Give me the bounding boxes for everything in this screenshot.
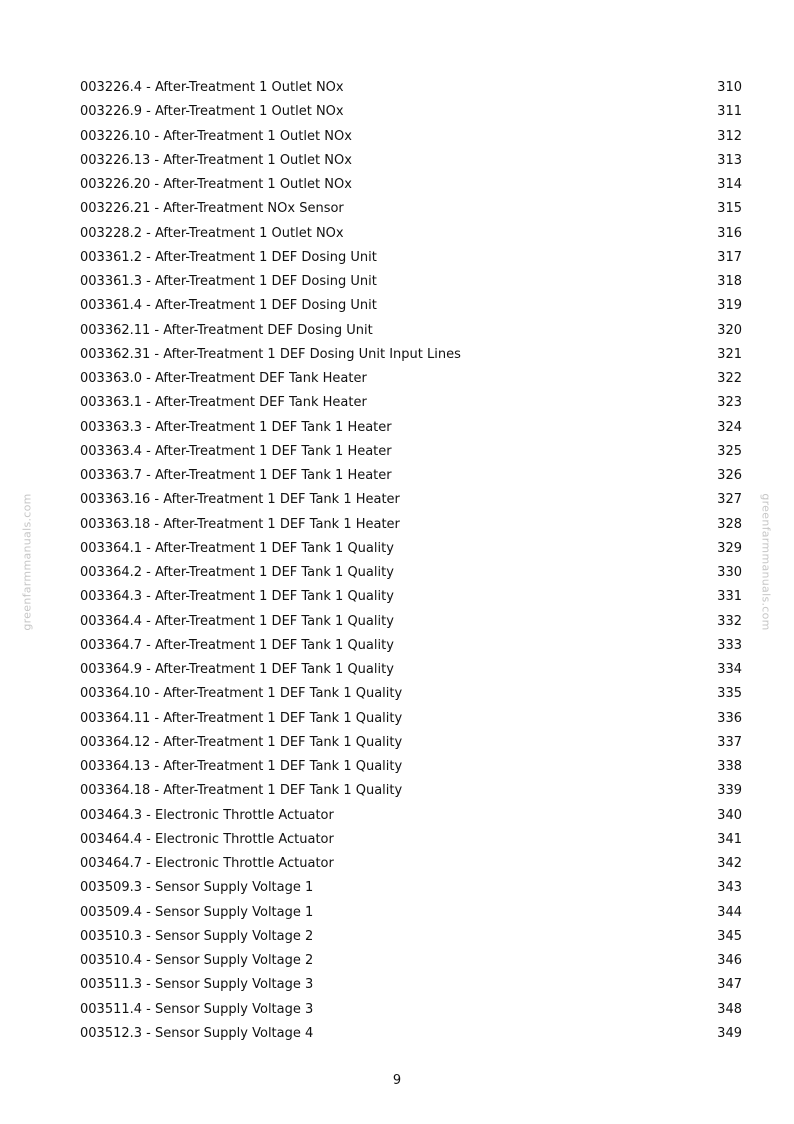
- toc-entry[interactable]: [80, 173, 742, 197]
- toc-entry[interactable]: [80, 634, 742, 658]
- toc-entry[interactable]: [80, 125, 742, 149]
- toc-entry-page: 313: [717, 152, 742, 168]
- toc-entry-title: 003361.3 - After-Treatment 1 DEF Dosing Unit: [80, 274, 377, 289]
- toc-entry-title: 003364.13 - After-Treatment 1 DEF Tank 1 Quality: [80, 759, 403, 774]
- toc-entry[interactable]: [80, 585, 742, 609]
- toc-entry-title: 003509.4 - Sensor Supply Voltage 1: [80, 904, 314, 920]
- toc-entry-page: 341: [717, 831, 742, 847]
- toc-entry-page: 331: [717, 589, 742, 605]
- toc-entry[interactable]: [80, 100, 742, 124]
- toc-entry[interactable]: [80, 488, 742, 512]
- toc-entry[interactable]: [80, 76, 742, 100]
- toc-entry-page: 329: [717, 540, 742, 556]
- toc-entry-page: 339: [717, 783, 742, 799]
- toc-entry[interactable]: [80, 658, 742, 682]
- page-number: 9: [392, 1073, 402, 1088]
- toc-entry-title: 003509.3 - Sensor Supply Voltage 1: [80, 880, 314, 896]
- toc-entry-title: 003226.13 - After-Treatment 1 Outlet NOx: [80, 152, 352, 168]
- toc-entry-title: 003364.3 - After-Treatment 1 DEF Tank 1 Quality: [80, 589, 394, 605]
- toc-entry-page: 337: [717, 734, 742, 750]
- toc-entry-page: 321: [717, 346, 742, 362]
- toc-entry-page: 346: [717, 953, 742, 968]
- toc-entry-title: 003510.3 - Sensor Supply Voltage 2: [80, 928, 314, 944]
- toc-entry[interactable]: [80, 270, 742, 294]
- toc-entry[interactable]: [80, 440, 742, 464]
- toc-entry-page: 344: [717, 904, 742, 920]
- toc-entry-title: 003361.4 - After-Treatment 1 DEF Dosing Unit: [80, 298, 377, 314]
- toc-entry-page: 317: [717, 249, 742, 265]
- toc-entry-page: 319: [717, 298, 742, 314]
- toc-entry[interactable]: [80, 973, 742, 997]
- toc-entry-page: 347: [717, 977, 742, 993]
- toc-entry-title: 003364.1 - After-Treatment 1 DEF Tank 1 Quality: [80, 540, 394, 556]
- toc-entry-title: 003511.4 - Sensor Supply Voltage 3: [80, 1001, 314, 1017]
- toc-entry-title: 003363.3 - After-Treatment 1 DEF Tank 1 Heater: [80, 419, 392, 435]
- toc-entry-title: 003226.10 - After-Treatment 1 Outlet NOx: [80, 128, 352, 144]
- toc-entry[interactable]: [80, 391, 742, 415]
- toc-entry[interactable]: [80, 513, 742, 537]
- toc-entry[interactable]: [80, 343, 742, 367]
- toc-entry[interactable]: [80, 828, 742, 852]
- toc-entry-title: 003363.1 - After-Treatment DEF Tank Heater: [80, 395, 367, 411]
- toc-entry-page: 336: [717, 710, 742, 726]
- toc-entry-page: 349: [717, 1025, 742, 1041]
- toc-entry-page: 311: [717, 104, 742, 120]
- toc-entry-page: 310: [717, 80, 742, 95]
- toc-entry[interactable]: [80, 779, 742, 803]
- toc-entry-page: 315: [717, 201, 742, 217]
- watermark-left: greenfarmmanuals.com: [20, 493, 34, 631]
- toc-entry-title: 003464.7 - Electronic Throttle Actuator: [80, 856, 334, 871]
- toc-entry-page: 330: [717, 565, 742, 580]
- toc-entry-page: 323: [717, 395, 742, 411]
- toc-entry[interactable]: [80, 804, 742, 828]
- toc-entry[interactable]: [80, 319, 742, 343]
- toc-entry[interactable]: [80, 852, 742, 876]
- toc-entry-page: 314: [717, 177, 742, 192]
- toc-entry-page: 334: [717, 662, 742, 677]
- toc-entry-page: 340: [717, 807, 742, 823]
- table-of-contents: [80, 76, 742, 1046]
- toc-entry-title: 003226.4 - After-Treatment 1 Outlet NOx: [80, 80, 344, 95]
- toc-entry[interactable]: [80, 1022, 742, 1046]
- toc-entry-title: 003226.20 - After-Treatment 1 Outlet NOx: [80, 177, 352, 192]
- toc-entry-page: 333: [717, 637, 742, 653]
- toc-entry[interactable]: [80, 755, 742, 779]
- toc-entry-title: 003364.7 - After-Treatment 1 DEF Tank 1 Quality: [80, 637, 394, 653]
- toc-entry-page: 312: [717, 128, 742, 144]
- toc-entry-title: 003363.0 - After-Treatment DEF Tank Heater: [80, 371, 367, 386]
- toc-entry[interactable]: [80, 464, 742, 488]
- toc-entry-title: 003464.4 - Electronic Throttle Actuator: [80, 831, 334, 847]
- toc-entry[interactable]: [80, 707, 742, 731]
- toc-entry[interactable]: [80, 222, 742, 246]
- toc-entry-page: 316: [717, 225, 742, 241]
- toc-entry[interactable]: [80, 149, 742, 173]
- toc-entry[interactable]: [80, 998, 742, 1022]
- watermark-right: greenfarmmanuals.com: [759, 493, 773, 631]
- toc-entry-title: 003362.31 - After-Treatment 1 DEF Dosing Unit Input Lines: [80, 346, 461, 362]
- toc-entry-page: 342: [717, 856, 742, 871]
- toc-entry[interactable]: [80, 731, 742, 755]
- toc-entry[interactable]: [80, 610, 742, 634]
- toc-entry-page: 325: [717, 443, 742, 459]
- toc-entry-title: 003364.10 - After-Treatment 1 DEF Tank 1 Quality: [80, 686, 403, 702]
- toc-entry[interactable]: [80, 294, 742, 318]
- toc-entry-page: 326: [717, 468, 742, 483]
- toc-entry-page: 338: [717, 759, 742, 774]
- toc-entry-title: 003512.3 - Sensor Supply Voltage 4: [80, 1025, 314, 1041]
- toc-entry-page: 327: [717, 492, 742, 508]
- toc-entry[interactable]: [80, 416, 742, 440]
- toc-entry-page: 320: [717, 322, 742, 338]
- toc-entry-title: 003510.4 - Sensor Supply Voltage 2: [80, 953, 314, 968]
- toc-entry[interactable]: [80, 197, 742, 221]
- toc-entry[interactable]: [80, 925, 742, 949]
- toc-entry-title: 003364.12 - After-Treatment 1 DEF Tank 1 Quality: [80, 734, 403, 750]
- toc-entry-title: 003511.3 - Sensor Supply Voltage 3: [80, 977, 314, 993]
- toc-entry-title: 003363.18 - After-Treatment 1 DEF Tank 1 Heater: [80, 516, 400, 532]
- toc-entry-page: 322: [717, 371, 742, 386]
- toc-entry-page: 324: [717, 419, 742, 435]
- toc-entry-title: 003363.4 - After-Treatment 1 DEF Tank 1 Heater: [80, 443, 392, 459]
- toc-entry-page: 345: [717, 928, 742, 944]
- toc-entry[interactable]: [80, 949, 742, 973]
- toc-entry-title: 003464.3 - Electronic Throttle Actuator: [80, 807, 334, 823]
- toc-entry-title: 003226.21 - After-Treatment NOx Sensor: [80, 201, 344, 217]
- toc-entry-page: 335: [717, 686, 742, 702]
- toc-entry[interactable]: [80, 537, 742, 561]
- toc-entry-title: 003364.18 - After-Treatment 1 DEF Tank 1 Quality: [80, 783, 403, 799]
- toc-entry-page: 343: [717, 880, 742, 896]
- toc-entry-title: 003361.2 - After-Treatment 1 DEF Dosing Unit: [80, 249, 377, 265]
- toc-entry-title: 003363.7 - After-Treatment 1 DEF Tank 1 Heater: [80, 468, 392, 483]
- toc-entry[interactable]: [80, 901, 742, 925]
- toc-entry-title: 003364.4 - After-Treatment 1 DEF Tank 1 Quality: [80, 613, 394, 629]
- toc-entry-title: 003364.9 - After-Treatment 1 DEF Tank 1 Quality: [80, 662, 394, 677]
- toc-entry-title: 003364.11 - After-Treatment 1 DEF Tank 1 Quality: [80, 710, 403, 726]
- toc-entry[interactable]: [80, 246, 742, 270]
- toc-entry-title: 003226.9 - After-Treatment 1 Outlet NOx: [80, 104, 344, 120]
- toc-entry-title: 003363.16 - After-Treatment 1 DEF Tank 1 Heater: [80, 492, 400, 508]
- toc-entry[interactable]: [80, 682, 742, 706]
- toc-entry-title: 003364.2 - After-Treatment 1 DEF Tank 1 Quality: [80, 565, 394, 580]
- toc-entry-page: 348: [717, 1001, 742, 1017]
- toc-entry-title: 003362.11 - After-Treatment DEF Dosing Unit: [80, 322, 373, 338]
- toc-entry-page: 332: [717, 613, 742, 629]
- toc-entry-page: 328: [717, 516, 742, 532]
- toc-entry[interactable]: [80, 561, 742, 585]
- toc-entry-title: 003228.2 - After-Treatment 1 Outlet NOx: [80, 225, 344, 241]
- toc-entry[interactable]: [80, 876, 742, 900]
- toc-entry-page: 318: [717, 274, 742, 289]
- toc-entry[interactable]: [80, 367, 742, 391]
